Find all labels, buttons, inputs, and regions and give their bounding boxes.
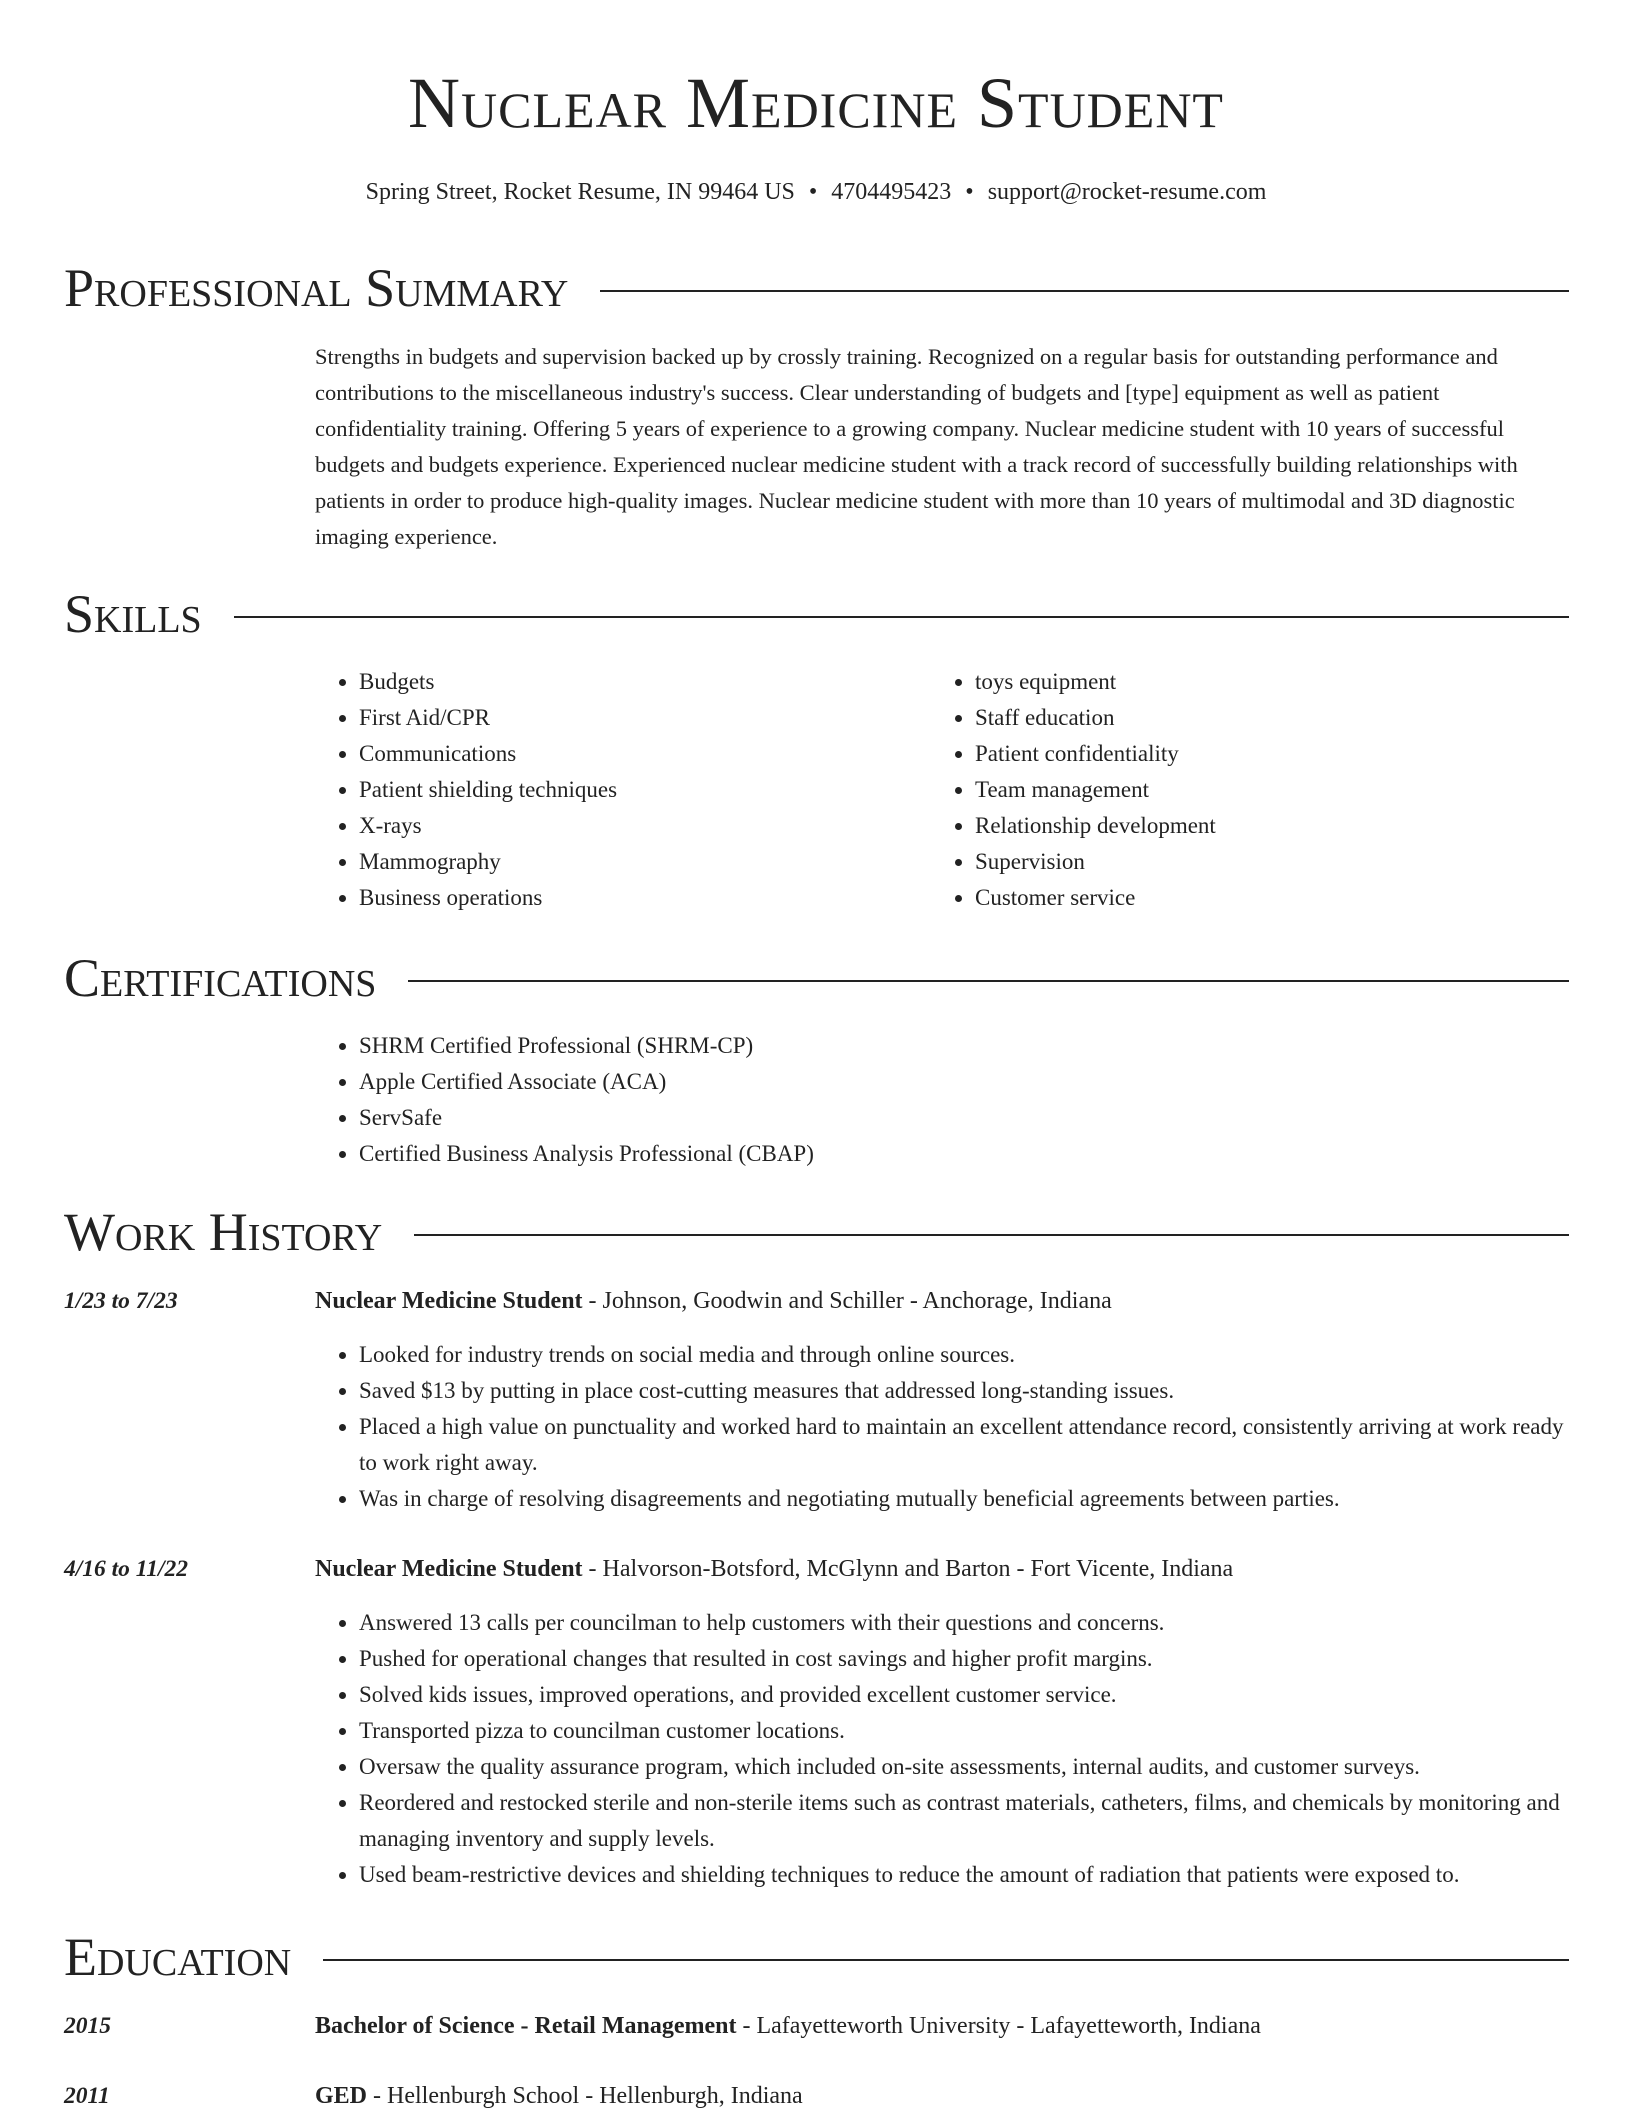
certifications-heading: Certifications [64,948,377,1008]
certifications-section-heading [64,946,1569,1010]
education-school: - Hellenburgh School - Hellenburgh, Indiana [367,2083,803,2109]
certification-item: • Certified Business Analysis Professional (CBAP) [359,1136,1515,1172]
job-employer: - Johnson, Goodwin and Schiller - Anchorage, Indiana [582,1288,1112,1314]
skill-item: • toys equipment [975,664,1491,700]
job-duty-item: • Placed a high value on punctuality and worked hard to maintain an excellent attendance record, consistently arriving at work ready to work right away. [359,1409,1570,1481]
skill-item: • First Aid/CPR [359,700,875,736]
job-duty-item: • Transported pizza to councilman customer locations. [359,1713,1570,1749]
education-entry [315,2008,1570,2044]
section-divider [408,980,1569,982]
section-divider [600,290,1569,292]
job-duty-item: • Used beam-restrictive devices and shielding techniques to reduce the amount of radiation that patients were exposed to. [359,1857,1570,1893]
job-duty-item: • Was in charge of resolving disagreements and negotiating mutually beneficial agreements between parties. [359,1481,1570,1517]
contact-line [0,175,1632,209]
education-year: 2015 [64,2013,111,2039]
education-degree: Bachelor of Science - Retail Management [315,2013,737,2039]
contact-phone: 4704495423 [831,179,952,205]
contact-address: Spring Street, Rocket Resume, IN 99464 US [365,179,795,205]
job-duty-item: • Reordered and restocked sterile and non-sterile items such as contrast materials, catheters, films, and chemicals by monitoring and managing inventory and supply levels. [359,1785,1570,1857]
section-divider [234,616,1569,618]
skill-item: • Relationship development [975,808,1491,844]
education-school: - Lafayetteworth University - Lafayetteworth, Indiana [736,2013,1261,2039]
skills-heading: Skills [64,584,202,644]
contact-email: support@rocket-resume.com [987,179,1267,205]
contact-separator: • [965,179,974,205]
work-history-heading: Work History [64,1202,383,1262]
education-degree: GED [315,2083,368,2109]
skills-column-left [315,664,875,916]
job-duty-item: • Solved kids issues, improved operations, and provided excellent customer service. [359,1677,1570,1713]
summary-section-heading [64,256,1569,320]
skill-item: • Business operations [359,880,875,916]
certification-item: • ServSafe [359,1100,1515,1136]
certification-item: • Apple Certified Associate (ACA) [359,1064,1515,1100]
job-duty-item: • Pushed for operational changes that resulted in cost savings and higher profit margins. [359,1641,1570,1677]
skills-section-heading [64,582,1569,646]
certifications-list [315,1028,1515,1172]
job-employer: - Halvorson-Botsford, McGlynn and Barton - Fort Vicente, Indiana [582,1556,1234,1582]
skill-item: • Communications [359,736,875,772]
job-duty-item: • Looked for industry trends on social media and through online sources. [359,1337,1570,1373]
job-duties [315,1605,1570,1893]
skills-column-right [931,664,1491,916]
job-duty-item: • Answered 13 calls per councilman to help customers with their questions and concerns. [359,1605,1570,1641]
section-divider [323,1959,1569,1961]
skill-item: • Staff education [975,700,1491,736]
skill-item: • Budgets [359,664,875,700]
summary-text: Strengths in budgets and supervision backed up by crossly training. Recognized on a regular basis for outstanding performance and contributions to the miscellaneous industry's success. Clear understanding of budgets and [type] equipment as well as patient confidentiality training. Offering 5 years of experience to a growing company. Nuclear medicine student with 10 years of successful budgets and budgets experience. Experienced nuclear medicine student with a track record of successfully building relationships with patients in order to produce high-quality images. Nuclear medicine student with more than 10 years of multimodal and 3D diagnostic imaging experience. [315,344,1518,549]
work-history-section-heading [64,1200,1569,1264]
education-heading: Education [64,1927,292,1987]
job-dates: 1/23 to 7/23 [64,1288,178,1314]
education-section-heading [64,1925,1569,1989]
skill-item: • X-rays [359,808,875,844]
summary-heading: Professional Summary [64,258,569,318]
skill-item: • Customer service [975,880,1491,916]
skill-item: • Patient shielding techniques [359,772,875,808]
job-header [315,1283,1570,1319]
job-title: Nuclear Medicine Student [315,1556,583,1582]
job-duties [315,1337,1570,1517]
skill-item: • Mammography [359,844,875,880]
job-dates: 4/16 to 11/22 [64,1556,189,1582]
candidate-name: Nuclear Medicine Student [408,63,1224,143]
job-duty-item: • Oversaw the quality assurance program, which included on-site assessments, internal audits, and customer surveys. [359,1749,1570,1785]
education-entry [315,2078,1570,2114]
skill-item: • Team management [975,772,1491,808]
skill-item: • Patient confidentiality [975,736,1491,772]
contact-separator: • [808,179,818,205]
job-title: Nuclear Medicine Student [315,1288,583,1314]
job-duty-item: • Saved $13 by putting in place cost-cutting measures that addressed long-standing issues. [359,1373,1570,1409]
skill-item: • Supervision [975,844,1491,880]
education-year: 2011 [64,2083,110,2109]
certification-item: • SHRM Certified Professional (SHRM-CP) [359,1028,1515,1064]
job-header [315,1551,1570,1587]
section-divider [414,1234,1569,1236]
